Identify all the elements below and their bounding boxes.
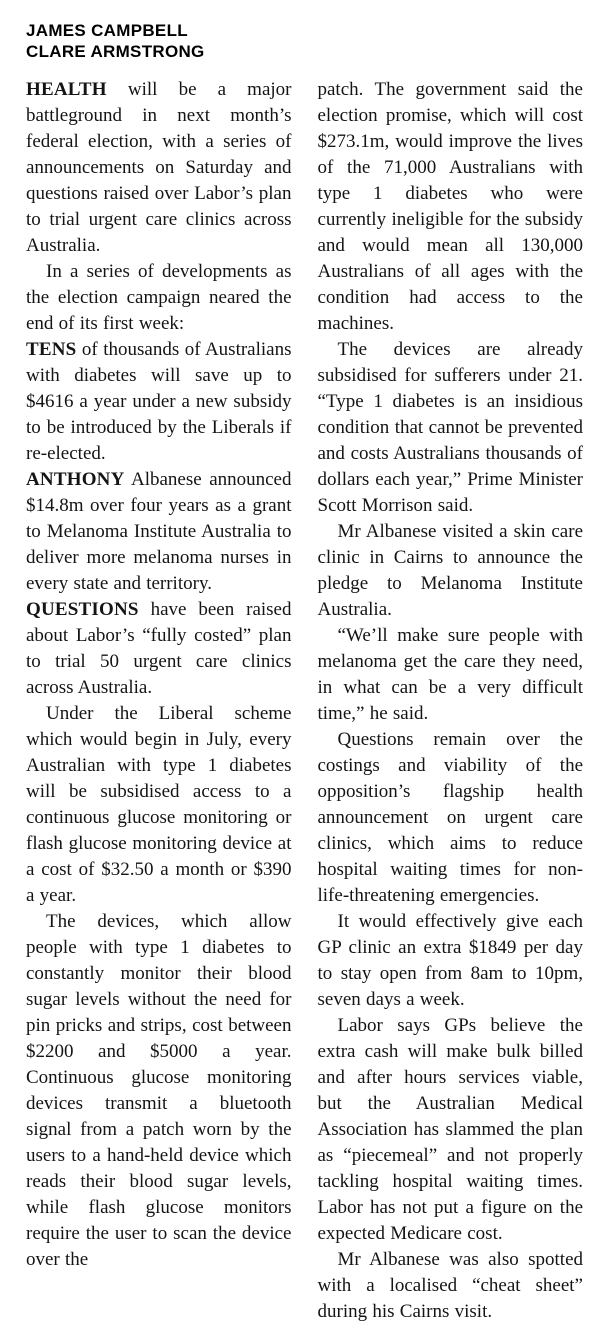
byline xyxy=(26,20,583,62)
byline-author-1: JAMES CAMPBELL xyxy=(26,21,188,40)
paragraph: The devices, which allow people with type 1 diabetes to constantly monitor their blood sugar levels without the need for pin pricks and strips, cost between $2200 and $5000 a year. Continuous glucose monitoring devices transmit a bluetooth signal from a patch worn by the users to a hand-held device which reads their blood sugar levels, while flash glucose monitors require the user to scan the device over the xyxy=(26,911,292,1270)
paragraph: Mr Albanese was also spotted with a localised “cheat sheet” during his Cairns visit. xyxy=(317,1249,583,1322)
paragraph: “We’ll make sure people with melanoma get the care they need, in what can be a very difficult time,” he said. xyxy=(317,625,583,724)
paragraph: Questions remain over the costings and viability of the opposition’s flagship health announcement on urgent care clinics, which aims to reduce hospital waiting times for non-life-threatening emergencies. xyxy=(317,729,583,906)
paragraph: Mr Albanese visited a skin care clinic in Cairns to announce the pledge to Melanoma Institute Australia. xyxy=(317,521,583,620)
paragraph xyxy=(26,467,292,597)
paragraph xyxy=(26,597,292,701)
paragraph: It would effectively give each GP clinic an extra $1849 per day to stay open from 8am to 10pm, seven days a week. xyxy=(317,911,583,1010)
paragraph: patch. The government said the election promise, which will cost $273.1m, would improve the lives of the 71,000 Australians with type 1 diabetes who were currently ineligible for the subsidy and would mean all 130,000 Australians of all ages with the condition had access to the machines. xyxy=(317,79,583,334)
article-column-left xyxy=(26,77,292,1325)
paragraph: In a series of developments as the election campaign neared the end of its first week: xyxy=(26,261,292,334)
paragraph-lead: HEALTH xyxy=(26,79,107,100)
paragraph: Under the Liberal scheme which would begin in July, every Australian with type 1 diabetes will be subsidised access to a continuous glucose monitoring or flash glucose monitoring device at a cost of $32.50 a month or $390 a year. xyxy=(26,703,292,906)
paragraph-lead: QUESTIONS xyxy=(26,599,139,620)
paragraph-text: Albanese announced $14.8m over four years as a grant to Melanoma Institute Australia to deliver more melanoma nurses in every state and territory. xyxy=(26,469,292,594)
article-column-right xyxy=(318,77,584,1325)
article-body xyxy=(26,77,583,1325)
paragraph-text: will be a major battleground in next month’s federal election, with a series of announcements on Saturday and questions raised over Labor’s plan to trial urgent care clinics across Australia. xyxy=(26,79,292,256)
paragraph-lead: TENS xyxy=(26,339,77,360)
paragraph: Labor says GPs believe the extra cash will make bulk billed and after hours services viable, but the Australian Medical Association has slammed the plan as “piecemeal” and not properly tackling hospital waiting times. Labor has not put a figure on the expected Medicare cost. xyxy=(317,1015,583,1244)
paragraph-text: of thousands of Australians with diabetes will save up to $4616 a year under a new subsidy to be introduced by the Liberals if re-elected. xyxy=(26,339,292,464)
paragraph xyxy=(26,337,292,467)
byline-author-2: CLARE ARMSTRONG xyxy=(26,42,205,61)
paragraph-lead: ANTHONY xyxy=(26,469,125,490)
paragraph xyxy=(26,77,292,259)
paragraph-text: have been raised about Labor’s “fully costed” plan to trial 50 urgent care clinics across Australia. xyxy=(26,599,292,698)
paragraph: The devices are already subsidised for sufferers under 21. “Type 1 diabetes is an insidious condition that cannot be prevented and costs Australians thousands of dollars each year,” Prime Minister Scott Morrison said. xyxy=(317,339,583,516)
